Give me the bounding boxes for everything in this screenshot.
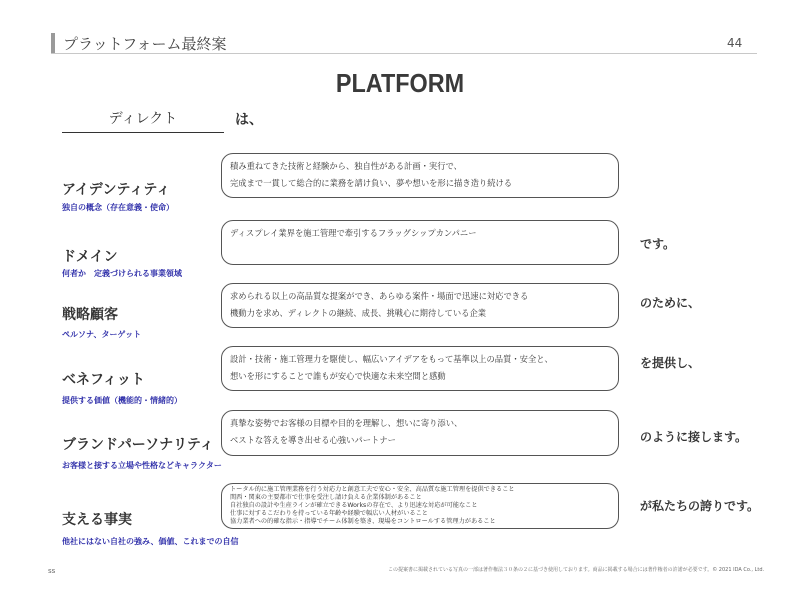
header-divider xyxy=(51,53,757,54)
row-sublabel-benefit: 提供する価値（機能的・情緒的） xyxy=(62,396,182,405)
box-line: 求められる以上の高品質な提案ができ、あらゆる案件・場面で迅速に対応できる xyxy=(230,291,529,301)
box-line: ベストな答えを導き出せる心強いパートナー xyxy=(230,435,396,445)
box-line: 機動力を求め、ディレクトの継続、成長、挑戦心に期待している企業 xyxy=(230,308,487,318)
box-line: 積み重ねてきた技術と経験から、独自性がある計画・実行で、 xyxy=(230,161,462,171)
row-box-customer xyxy=(221,283,619,328)
box-line: 関西・関東の主要都市で仕事を受注し請け負える企業体制があること xyxy=(230,494,422,501)
header-accent-bar xyxy=(51,33,55,53)
row-label-customer: 戦略顧客 xyxy=(62,307,118,323)
row-box-facts xyxy=(221,483,619,529)
box-line: 設計・技術・施工管理力を駆使し、幅広いアイデアをもって基準以上の品質・安全と、 xyxy=(230,354,553,364)
row-suffix-personality: のように接します。 xyxy=(640,430,748,444)
main-title: PLATFORM xyxy=(335,68,465,98)
row-sublabel-customer: ペルソナ、ターゲット xyxy=(62,330,142,339)
row-sublabel-personality: お客様と接する立場や性格などキャラクター xyxy=(62,461,222,470)
row-suffix-facts: が私たちの誇りです。 xyxy=(640,499,760,513)
box-line: ディスプレイ業界を施工管理で牽引するフラッグシップカンパニー xyxy=(230,228,477,238)
box-line: 仕事に対するこだわりを持っている年齢や経験で幅広い人材がいること xyxy=(230,510,428,517)
row-box-identity xyxy=(221,153,619,198)
row-label-benefit: ベネフィット xyxy=(62,372,145,388)
row-box-domain xyxy=(221,220,619,265)
row-suffix-customer: のために、 xyxy=(640,296,701,310)
particle-wa: は、 xyxy=(235,112,263,128)
row-suffix-domain: です。 xyxy=(640,237,676,251)
row-sublabel-domain: 何者か 定義づけられる事業領域 xyxy=(62,269,182,278)
box-line: 協力業者への的確な指示・指導でチーム体制を築き、現場をコントロールする管理力があること xyxy=(230,518,496,525)
page-header-title: プラットフォーム最終案 xyxy=(63,35,227,53)
page-number: 44 xyxy=(727,36,743,50)
box-line: 自社独自の設計や生産ラインが確立できるWorksの存在で、より迅速な対応が可能なこと xyxy=(230,502,478,509)
row-sublabel-facts: 他社にはない自社の強み、価値、これまでの自信 xyxy=(62,537,239,546)
row-box-benefit xyxy=(221,346,619,391)
row-label-personality: ブランドパーソナリティ xyxy=(62,437,214,453)
row-label-facts: 支える事実 xyxy=(62,512,132,528)
company-underline xyxy=(62,132,224,133)
footer-copyright: この提案書に掲載されている写真の一部は著作権法３０条の２に基づき使用しております。商品に掲載する場合には著作権者の許諾が必要です。© 2021 IDA Co., Ltd. xyxy=(388,567,765,573)
box-line: トータル的に施工管理業務を行う対応力と創意工夫で安心・安全、高品質な施工管理を提供できること xyxy=(230,486,515,493)
company-name: ディレクト xyxy=(108,111,178,127)
row-label-identity: アイデンティティ xyxy=(62,182,171,198)
box-line: 完成まで一貫して総合的に業務を請け負い、夢や想いを形に描き造り続ける xyxy=(230,178,513,188)
footer-left-text: ss xyxy=(48,567,56,575)
row-label-domain: ドメイン xyxy=(62,249,118,265)
row-sublabel-identity: 独自の概念（存在意義・使命） xyxy=(62,203,174,212)
box-line: 真摯な姿勢でお客様の目標や目的を理解し、想いに寄り添い、 xyxy=(230,418,463,428)
box-line: 想いを形にすることで誰もが安心で快適な未来空間と感動 xyxy=(230,371,446,381)
row-suffix-benefit: を提供し、 xyxy=(640,356,701,370)
row-box-personality xyxy=(221,410,619,456)
